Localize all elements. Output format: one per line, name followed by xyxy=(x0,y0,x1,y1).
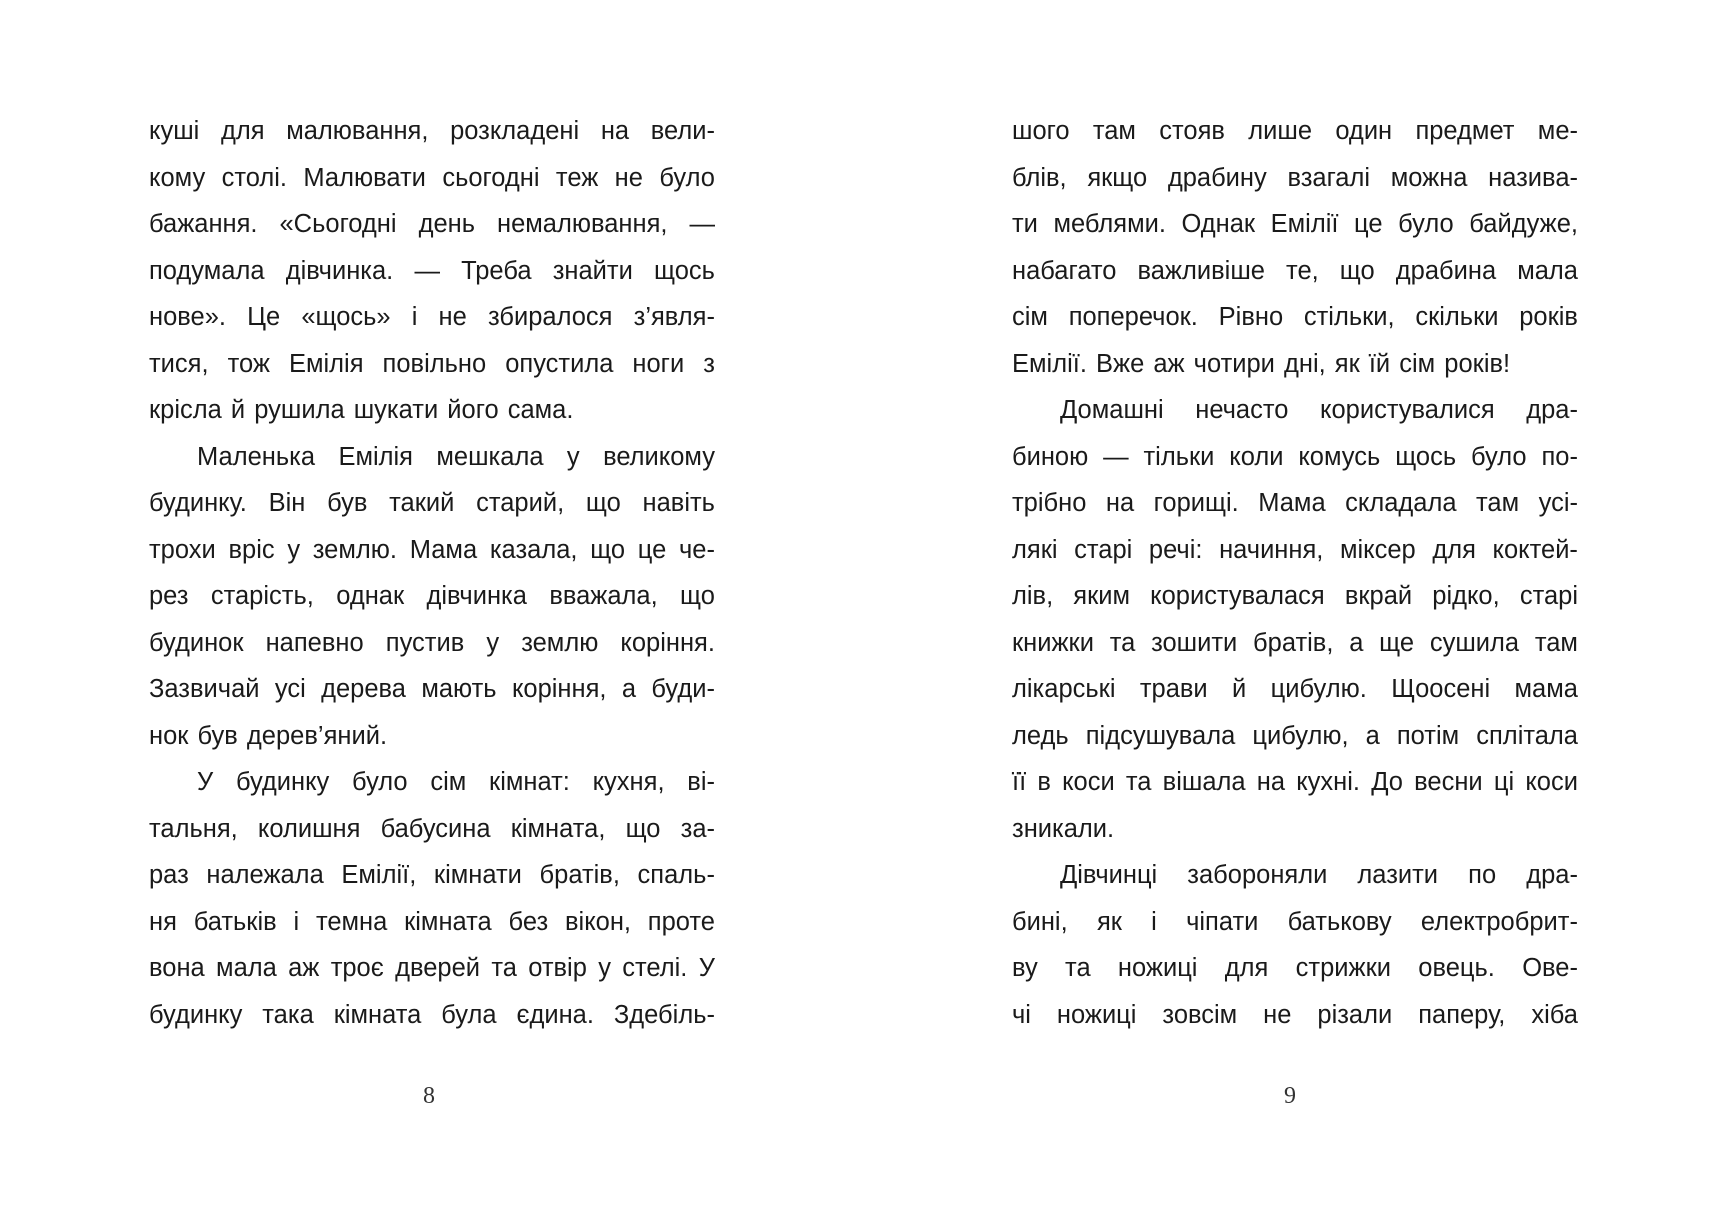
text-line: вона мала аж троє дверей та отвір у стелі. У xyxy=(149,954,715,982)
text-line: зникали. xyxy=(1012,814,1115,843)
text-line: лів, яким користувалася вкрай рідко, старі xyxy=(1012,582,1578,610)
text-line: ледь підсушувала цибулю, а потім сплітала xyxy=(1012,721,1578,750)
text-line: раз належала Емілії, кімнати братів, спаль- xyxy=(149,861,715,889)
text-line: подумала дівчинка. — Треба знайти щось xyxy=(149,256,715,285)
text-line: куші для малювання, розкладені на вели- xyxy=(149,117,715,145)
text-line: шого там стояв лише один предмет ме- xyxy=(1012,117,1578,145)
text-line: Маленька Емілія мешкала у великому xyxy=(197,442,715,471)
text-line: чі ножиці зовсім не різали паперу, хіба xyxy=(1012,1000,1578,1029)
text-line: лякі старі речі: начиння, міксер для коктей- xyxy=(1012,535,1578,564)
text-line: будинку. Він був такий старий, що навіть xyxy=(149,489,715,517)
text-line: биною — тільки коли комусь щось було по- xyxy=(1012,442,1578,471)
text-line: ву та ножиці для стрижки овець. Ове- xyxy=(1012,954,1578,982)
text-line: нове». Це «щось» і не збиралося з’явля- xyxy=(149,303,715,331)
text-line: тися, тож Емілія повільно опустила ноги з xyxy=(149,349,715,378)
text-line: книжки та зошити братів, а ще сушила там xyxy=(1012,628,1578,657)
text-line: кому столі. Малювати сьогодні теж не було xyxy=(149,163,715,192)
left-page-text xyxy=(149,108,715,1038)
text-line: будинку така кімната була єдина. Здебіль- xyxy=(149,1000,715,1029)
right-page-text xyxy=(1012,108,1578,1038)
right-page xyxy=(857,0,1713,1211)
text-line: крісла й рушила шукати його сама. xyxy=(149,396,574,424)
text-line: Домашні нечасто користувалися дра- xyxy=(1060,396,1578,424)
text-line: Дівчинці забороняли лазити по дра- xyxy=(1060,861,1578,889)
text-line: тальня, колишня бабусина кімната, що за- xyxy=(149,814,715,843)
text-line: лікарські трави й цибулю. Щоосені мама xyxy=(1012,675,1578,703)
text-line: бині, як і чіпати батькову електробрит- xyxy=(1012,907,1578,936)
text-line: бажання. «Сьогодні день немалювання, — xyxy=(149,210,715,238)
text-line: блів, якщо драбину взагалі можна назива- xyxy=(1012,163,1578,192)
text-line: будинок напевно пустив у землю коріння. xyxy=(149,628,715,657)
text-line: трібно на горищі. Мама складала там усі- xyxy=(1012,489,1578,517)
page-number-8: 8 xyxy=(423,1083,435,1109)
text-line: У будинку було сім кімнат: кухня, ві- xyxy=(197,768,715,796)
text-line: ня батьків і темна кімната без вікон, проте xyxy=(149,907,715,936)
text-line: Зазвичай усі дерева мають коріння, а буди- xyxy=(149,675,715,703)
text-line: її в коси та вішала на кухні. До весни ці коси xyxy=(1012,768,1578,796)
text-line: нок був дерев’яний. xyxy=(149,721,388,750)
text-line: сім поперечок. Рівно стільки, скільки років xyxy=(1012,303,1578,331)
text-line: ти меблями. Однак Емілії це було байдуже, xyxy=(1012,210,1578,238)
page-number-9: 9 xyxy=(1284,1083,1296,1109)
text-line: рез старість, однак дівчинка вважала, що xyxy=(149,582,715,610)
text-line: Емілії. Вже аж чотири дні, як їй сім років! xyxy=(1012,349,1511,378)
left-page xyxy=(0,0,856,1211)
text-line: набагато важливіше те, що драбина мала xyxy=(1012,256,1578,285)
text-line: трохи вріс у землю. Мама казала, що це че- xyxy=(149,535,715,564)
